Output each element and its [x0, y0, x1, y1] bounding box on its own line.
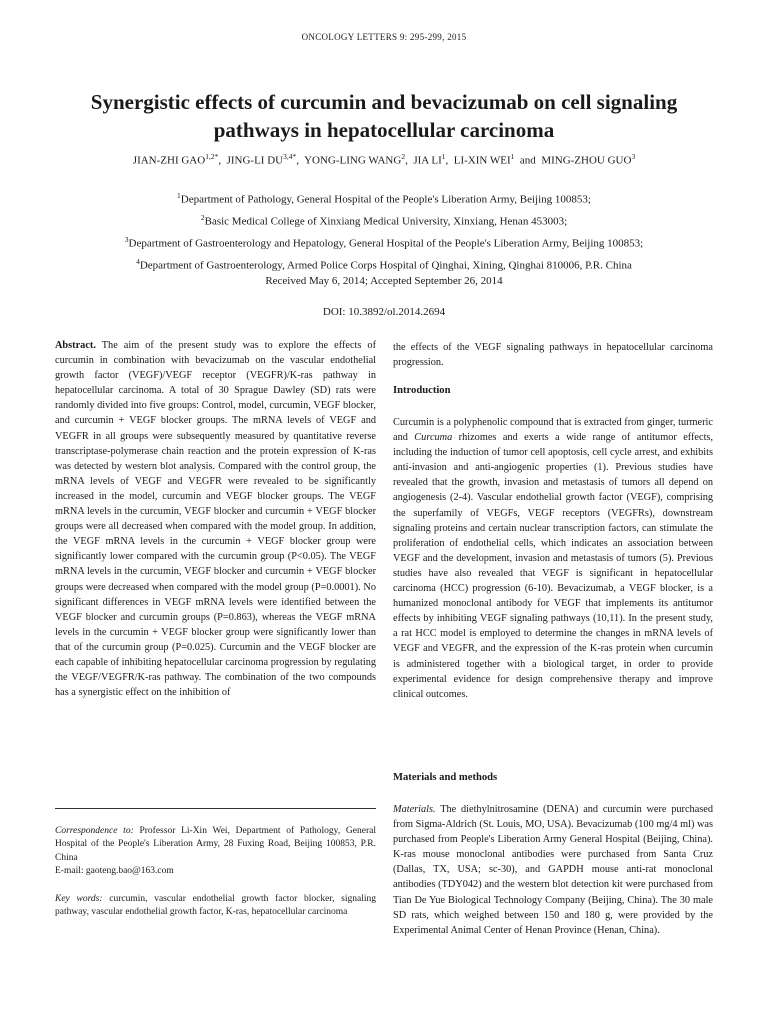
abstract-label: Abstract.	[55, 340, 96, 351]
correspondence-email: E-mail: gaoteng.bao@163.com	[55, 866, 174, 877]
author-name: JING-LI DU	[226, 154, 284, 167]
abstract-text: The aim of the present study was to explore the effects of curcumin in combination with bevacizumab on the vascular endothelial growth factor (VEGF)/VEGF receptor (VEGFR)/K-ras pathway in hepatocellular carcinoma. A total of 30 Sprague Dawley (SD) rats were randomly divided into five groups: Control, model, curcumin, VEGF blocker, and curcumin + VEGF blocker groups. The mRNA levels of VEGF and VEGFR in all groups were subsequently measured by quantitative reverse transcriptase-polymerase chain reaction and the protein expression of K-ras was detected by western blot analysis. Compared with the control group, the mRNA levels of VEGF and VEGFR were revealed to be significantly increased in the model, curcumin and VEGF blocker groups. The VEGF mRNA levels in the curcumin, VEGF blocker and curcumin + VEGF blocker groups were all decreased when compared with the model group. In addition, the VEGF mRNA levels in the curcumin + VEGF blocker group were significantly lower compared with the curcumin group (P<0.05). The VEGF mRNA levels in the curcumin, VEGF blocker and curcumin + VEGF blocker groups were decreased when compared with the model group (P=0.0001). No significant differences in VEGF mRNA levels were identified between the VEGF blocker and curcumin groups (P=0.863), whereas the VEGF mRNA levels in the curcumin + VEGF blocker group were significantly lower than that of the curcumin group (P=0.025). Curcumin and the VEGF blocker are each capable of inhibiting hepatocellular carcinoma progression by regulating the VEGF/VEGFR/K-ras pathway. The combination of the two compounds has a synergistic effect on the inhibition of	[55, 340, 376, 699]
author-affiliation-marker: 1	[441, 152, 446, 161]
correspondence-text: Professor Li-Xin Wei, Department of Pathology, General Hospital of the People's Liberation Army, 28 Fuxing Road, Beijing 100853, P.R. China	[55, 826, 376, 863]
affiliation-line: $^2$Basic Medical College of Xinxiang Medical University, Xinxiang, Henan 453003;	[200, 212, 568, 228]
methods-body: Materials. The diethylnitrosamine (DENA) and curcumin were purchased from Sigma-Aldrich (St. Louis, MO, USA). Bevacizumab (100 mg/4 ml) was purchased from People's Liberation Army General Hospital (Beijing, China). K-ras mouse monoclonal antibodies were purchased from Santa Cruz (Dallas, TX, USA; sc-30), and GAPDH mouse anti-rat monoclonal antibodies (TDY042) and the western blot detection kit were purchased from Tian De Yue Biological Technology Company (Beijing, China). The 30 male SD rats, which weighed between 150 and 180 g, were provided by the Experimental Animal Center of Henan Province (Henan, China).	[393, 804, 714, 936]
received-accepted-dates: Received May 6, 2014; Accepted September 26, 2014	[265, 275, 503, 287]
author-affiliation-marker: 2	[401, 152, 406, 161]
abstract-continuation: the effects of the VEGF signaling pathways in hepatocellular carcinoma progression.	[393, 342, 713, 369]
doi: DOI: 10.3892/ol.2014.2694	[322, 306, 446, 318]
introduction-heading: Introduction	[393, 385, 451, 396]
author-name: MING-ZHOU GUO	[541, 154, 632, 167]
keywords-label: Key words:	[55, 894, 103, 904]
author-name: LI-XIN WEI	[453, 154, 511, 167]
affiliation-line: $^3$Department of Gastroenterology and Hepatology, General Hospital of the People's Liberation Army, Beijing 100853;	[124, 234, 644, 250]
author-name: YONG-LING WANG	[304, 154, 402, 167]
methods-heading: Materials and methods	[393, 772, 498, 783]
footnote-divider	[55, 808, 376, 809]
author-and: and	[519, 154, 536, 167]
author-affiliation-marker: 1,2*	[205, 152, 219, 161]
abstract	[55, 338, 376, 700]
correspondence-label: Correspondence to:	[55, 826, 134, 836]
materials-label: Materials.	[393, 804, 436, 815]
author-affiliation-marker: 3,4*	[283, 152, 297, 161]
paper-title: Synergistic effects of curcumin and bevacizumab on cell signaling pathways in hepatocellular carcinoma	[90, 90, 678, 142]
introduction-body: Curcumin is a polyphenolic compound that is extracted from ginger, turmeric and Curcuma rhizomes and exerts a wide range of antitumor effects, including the induction of tumor cell apoptosis, cell cycle arrest, and exhibits anti-invasion and anti-angiogenic properties (1). Previous studies have revealed that the growth, invasion and metastasis of tumors all depend on angiogenesis (2-4). Vascular endothelial growth factor (VEGF), comprising the superfamily of VEGFs, VEGF receptors (VEGFRs), downstream signaling proteins and certain nuclear transcription factors, can stimulate the proliferation of endothelial cells, which indicates an association between VEGF and the development, invasion and metastasis of tumors (5). Previous studies have also revealed that VEGF is significant in hepatocellular carcinoma (HCC) progression (6-10). Bevacizumab, a VEGF blocker, is a humanized monoclonal antibody for VEGF that implements its antitumor effects by inhibiting VEGF signaling pathways (10,11). In the present study, a rat HCC model is employed to determine the changes in mRNA levels of VEGF and VEGFR, and the expression of the K-ras protein when curcumin is administered together with a biological target, in order to provide experimental evidence for design comprehensive therapy and improve clinical outcomes.	[393, 417, 714, 700]
author-affiliation-marker: 3	[631, 152, 636, 161]
author-name: JIA LI	[413, 154, 442, 167]
affiliation-list	[0, 187, 768, 275]
keywords-text: curcumin, vascular endothelial growth factor blocker, signaling pathway, vascular endothelial growth factor, K-ras, hepatocellular carcinoma	[55, 894, 377, 918]
author-name: JIAN-ZHI GAO	[132, 154, 206, 167]
correspondence	[55, 825, 376, 879]
affiliation-line: $^4$Department of Gastroenterology, Armed Police Corps Hospital of Qinghai, Xining, Qinghai 810006, P.R. China	[136, 256, 632, 272]
keywords	[55, 893, 376, 920]
journal-header: ONCOLOGY LETTERS 9: 295-299, 2015	[301, 32, 467, 42]
affiliation-line: $^1$Department of Pathology, General Hospital of the People's Liberation Army, Beijing 100853;	[177, 191, 591, 206]
author-list: JIAN-ZHI $GAO^{1,2*}$, JING-LI $DU^{3,4*}$, YONG-LING WANG$^2$, JIA $LI^1$, LI-XIN WEI$^1$ and MING-ZHOU GUO$^3$	[132, 152, 636, 167]
author-affiliation-marker: 1	[510, 152, 515, 161]
